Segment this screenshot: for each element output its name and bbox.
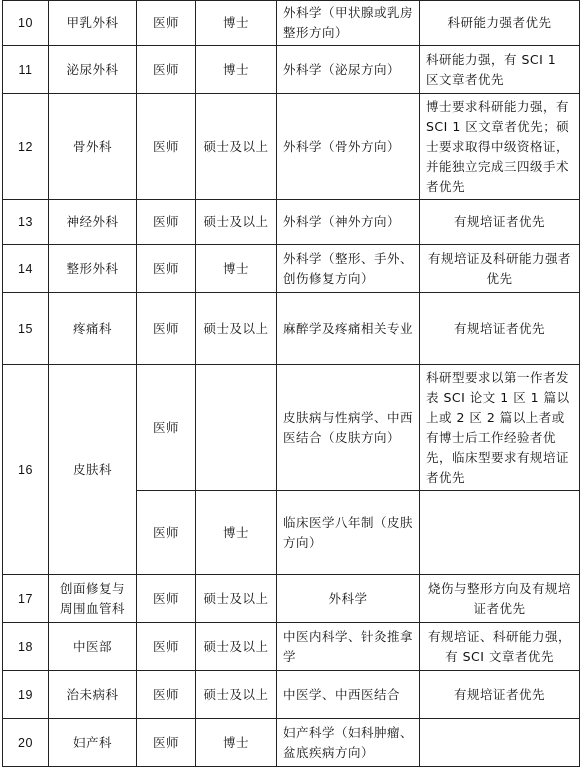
requirement: 有规培证者优先 xyxy=(420,671,580,719)
row-number: 10 xyxy=(3,1,49,46)
position: 医师 xyxy=(137,46,196,94)
education: 硕士及以上 xyxy=(196,293,277,365)
major: 麻醉学及疼痛相关专业 xyxy=(277,293,420,365)
major: 外科学（泌尿方向） xyxy=(277,46,420,94)
requirement: 有规培证者优先 xyxy=(420,200,580,245)
requirement xyxy=(420,491,580,575)
requirement: 有规培证、科研能力强，有 SCI 文章者优先 xyxy=(420,623,580,671)
table-row xyxy=(3,719,580,767)
requirement: 有规培证及科研能力强者优先 xyxy=(420,245,580,293)
education: 博士 xyxy=(196,719,277,767)
row-number: 17 xyxy=(3,575,49,623)
position: 医师 xyxy=(137,200,196,245)
position: 医师 xyxy=(137,245,196,293)
row-number: 16 xyxy=(3,365,49,575)
major: 妇产科学（妇科肿瘤、盆底疾病方向） xyxy=(277,719,420,767)
row-number: 12 xyxy=(3,94,49,200)
major: 外科学（甲状腺或乳房整形方向） xyxy=(277,1,420,46)
major: 皮肤病与性病学、中西医结合（皮肤方向） xyxy=(277,365,420,491)
education: 博士 xyxy=(196,46,277,94)
department: 治未病科 xyxy=(49,671,137,719)
requirement: 科研型要求以第一作者发表 SCI 论文 1 区 1 篇以上或 2 区 2 篇以上者或有博士后工作经验者优先，临床型要求有规培证者优先 xyxy=(420,365,580,491)
major: 临床医学八年制（皮肤方向） xyxy=(277,491,420,575)
requirement: 有规培证者优先 xyxy=(420,293,580,365)
requirement xyxy=(420,719,580,767)
department: 整形外科 xyxy=(49,245,137,293)
requirement: 科研能力强者优先 xyxy=(420,1,580,46)
education: 博士 xyxy=(196,491,277,575)
major: 中医内科学、针灸推拿学 xyxy=(277,623,420,671)
major: 外科学（神外方向） xyxy=(277,200,420,245)
table-row xyxy=(3,46,580,94)
education: 硕士及以上 xyxy=(196,671,277,719)
table-row xyxy=(3,575,580,623)
table-row xyxy=(3,623,580,671)
position: 医师 xyxy=(137,491,196,575)
position: 医师 xyxy=(137,719,196,767)
row-number: 20 xyxy=(3,719,49,767)
row-number: 15 xyxy=(3,293,49,365)
position: 医师 xyxy=(137,623,196,671)
table-row xyxy=(3,365,580,491)
major: 外科学（骨外方向） xyxy=(277,94,420,200)
table-row xyxy=(3,94,580,200)
education: 硕士及以上 xyxy=(196,623,277,671)
department: 疼痛科 xyxy=(49,293,137,365)
row-number: 14 xyxy=(3,245,49,293)
education: 博士 xyxy=(196,245,277,293)
department: 骨外科 xyxy=(49,94,137,200)
position: 医师 xyxy=(137,94,196,200)
department: 泌尿外科 xyxy=(49,46,137,94)
department: 甲乳外科 xyxy=(49,1,137,46)
department: 妇产科 xyxy=(49,719,137,767)
position: 医师 xyxy=(137,293,196,365)
table-row xyxy=(3,245,580,293)
major: 外科学 xyxy=(277,575,420,623)
table-row xyxy=(3,1,580,46)
education xyxy=(196,365,277,491)
table-row xyxy=(3,671,580,719)
requirement: 博士要求科研能力强，有 SCI 1 区文章者优先；硕士要求取得中级资格证，并能独立完成三四级手术者优先 xyxy=(420,94,580,200)
education: 硕士及以上 xyxy=(196,575,277,623)
recruitment-table xyxy=(2,0,580,767)
education: 硕士及以上 xyxy=(196,200,277,245)
education: 硕士及以上 xyxy=(196,94,277,200)
row-number: 18 xyxy=(3,623,49,671)
department: 皮肤科 xyxy=(49,365,137,575)
department: 神经外科 xyxy=(49,200,137,245)
major: 中医学、中西医结合 xyxy=(277,671,420,719)
department: 中医部 xyxy=(49,623,137,671)
requirement: 烧伤与整形方向及有规培证者优先 xyxy=(420,575,580,623)
position: 医师 xyxy=(137,575,196,623)
table-row xyxy=(3,293,580,365)
row-number: 19 xyxy=(3,671,49,719)
row-number: 13 xyxy=(3,200,49,245)
requirement: 科研能力强，有 SCI 1 区文章者优先 xyxy=(420,46,580,94)
department: 创面修复与周围血管科 xyxy=(49,575,137,623)
table-row xyxy=(3,200,580,245)
row-number: 11 xyxy=(3,46,49,94)
position: 医师 xyxy=(137,671,196,719)
position: 医师 xyxy=(137,1,196,46)
education: 博士 xyxy=(196,1,277,46)
position: 医师 xyxy=(137,365,196,491)
major: 外科学（整形、手外、创伤修复方向） xyxy=(277,245,420,293)
